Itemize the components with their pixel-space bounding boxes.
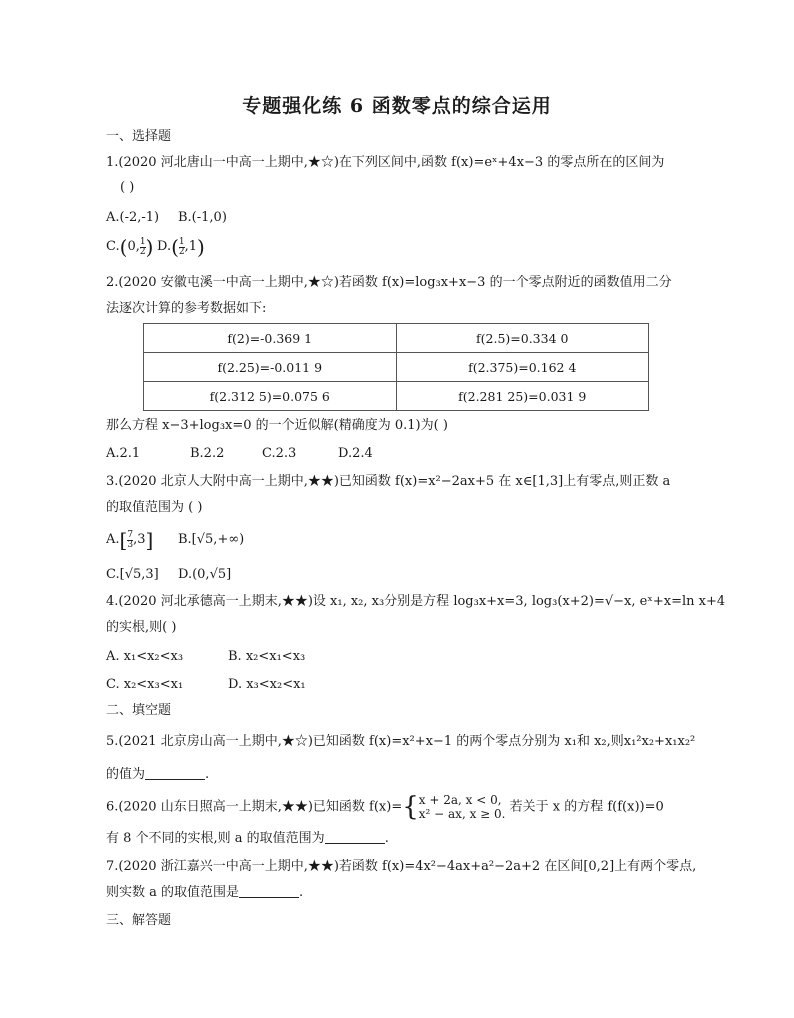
- question-3-option-c: C.[√5,3]: [106, 567, 159, 582]
- option-c-label: C.: [106, 239, 120, 254]
- question-3-line-2: 的取值范围为 ( ): [106, 500, 203, 515]
- question-4-line-1: 4.(2020 河北承德高一上期末,★★)设 x₁, x₂, x₃分别是方程 log₃x+x=3, log₃(x+2)=√−x, eˣ+x=ln x+4: [106, 594, 726, 609]
- question-7-line-1: 7.(2020 浙江嘉兴一中高一上期中,★★)若函数 f(x)=4x²−4ax+a²−2a+2 在区间[0,2]上有两个零点,: [106, 859, 697, 874]
- question-1-option-c: C.(0, $\frac{1}{2}$ ): [106, 235, 154, 259]
- section-choice: 一、选择题: [106, 129, 172, 144]
- question-6-line-2: 有 8 个不同的实根,则 a 的取值范围为 .: [106, 831, 389, 846]
- question-3-line-1: 3.(2020 北京人大附中高一上期中,★★)已知函数 f(x)=x²−2ax+5 在 x∈[1,3]上有零点,则正数 a: [106, 474, 671, 489]
- table-cell: f(2.281 25)=0.031 9: [396, 382, 649, 411]
- fraction-one-half: $\frac{1}{2}$: [139, 237, 146, 257]
- question-1-option-a: A.(-2,-1): [106, 210, 160, 225]
- question-1-paren: ( ): [120, 180, 135, 195]
- question-2-option-c: C.2.3: [262, 446, 297, 461]
- option-d-label: D.: [157, 239, 172, 254]
- table-cell: f(2.375)=0.162 4: [396, 353, 649, 382]
- answer-blank: [239, 885, 299, 898]
- fraction-one-half: $\frac{1}{2}$: [178, 237, 185, 257]
- question-4-option-d: D. x₃<x₂<x₁: [228, 677, 306, 692]
- question-2-line-2: 法逐次计算的参考数据如下:: [106, 301, 267, 316]
- bisection-data-table: [143, 323, 649, 411]
- fraction-seven-thirds: $\frac{7}{3}$: [127, 530, 134, 550]
- left-brace: {: [402, 792, 419, 822]
- table-cell: f(2)=-0.369 1: [144, 324, 397, 353]
- question-5-line-1: 5.(2021 北京房山高一上期中,★☆)已知函数 f(x)=x²+x−1 的两个零点分别为 x₁和 x₂,则x₁²x₂+x₁x₂²: [106, 734, 696, 749]
- question-4-line-2: 的实根,则( ): [106, 620, 177, 635]
- question-1-option-d: D.( $\frac{1}{2}$ ,1): [157, 235, 205, 259]
- piecewise-cases: [419, 793, 506, 821]
- table-cell: f(2.25)=-0.011 9: [144, 353, 397, 382]
- question-4-option-c: C. x₂<x₃<x₁: [106, 677, 184, 692]
- question-6-tail: 若关于 x 的方程 f(f(x))=0: [509, 799, 664, 815]
- question-2-option-d: D.2.4: [338, 446, 373, 461]
- question-6-line-1: [106, 793, 664, 823]
- table-row: [144, 353, 649, 382]
- case-2: x² − ax, x ≥ 0.: [418, 807, 506, 821]
- question-5-line-2: 的值为 .: [106, 767, 210, 782]
- page-title: 专题强化练 6 函数零点的综合运用: [242, 95, 552, 117]
- question-7-prompt: 则实数 a 的取值范围是: [106, 885, 240, 900]
- question-1-option-b: B.(-1,0): [178, 210, 227, 225]
- answer-blank: [145, 767, 205, 780]
- table-row: [144, 324, 649, 353]
- question-2-option-b: B.2.2: [190, 446, 225, 461]
- question-7-line-2: 则实数 a 的取值范围是 .: [106, 885, 304, 900]
- question-4-option-a: A. x₁<x₂<x₃: [106, 649, 184, 664]
- question-2-option-a: A.2.1: [106, 446, 141, 461]
- option-a-label: A.: [106, 532, 120, 547]
- question-3-option-b: B.[√5,+∞): [178, 532, 245, 547]
- question-6-lead: 6.(2020 山东日照高一上期末,★★)已知函数 f(x)=: [106, 799, 403, 815]
- section-fill-in: 二、填空题: [106, 703, 172, 718]
- table-row: [144, 382, 649, 411]
- question-4-option-b: B. x₂<x₁<x₃: [228, 649, 306, 664]
- case-1: x + 2a, x < 0,: [418, 793, 502, 807]
- question-2-line-1: 2.(2020 安徽屯溪一中高一上期中,★☆)若函数 f(x)=log₃x+x−3 的一个零点附近的函数值用二分: [106, 275, 672, 290]
- answer-blank: [325, 831, 385, 844]
- section-answer: 三、解答题: [106, 913, 172, 928]
- question-6-prompt: 有 8 个不同的实根,则 a 的取值范围为: [106, 831, 325, 846]
- table-cell: f(2.5)=0.334 0: [396, 324, 649, 353]
- question-3-option-a: A.[ $\frac{7}{3}$ ,3]: [106, 528, 154, 552]
- question-2-line-3: 那么方程 x−3+log₃x=0 的一个近似解(精确度为 0.1)为( ): [106, 418, 448, 433]
- question-1-text: 1.(2020 河北唐山一中高一上期中,★☆)在下列区间中,函数 f(x)=eˣ+4x−3 的零点所在的区间为: [106, 155, 665, 170]
- question-5-prompt: 的值为: [106, 767, 146, 782]
- table-cell: f(2.312 5)=0.075 6: [144, 382, 397, 411]
- question-3-option-d: D.(0,√5]: [178, 567, 232, 582]
